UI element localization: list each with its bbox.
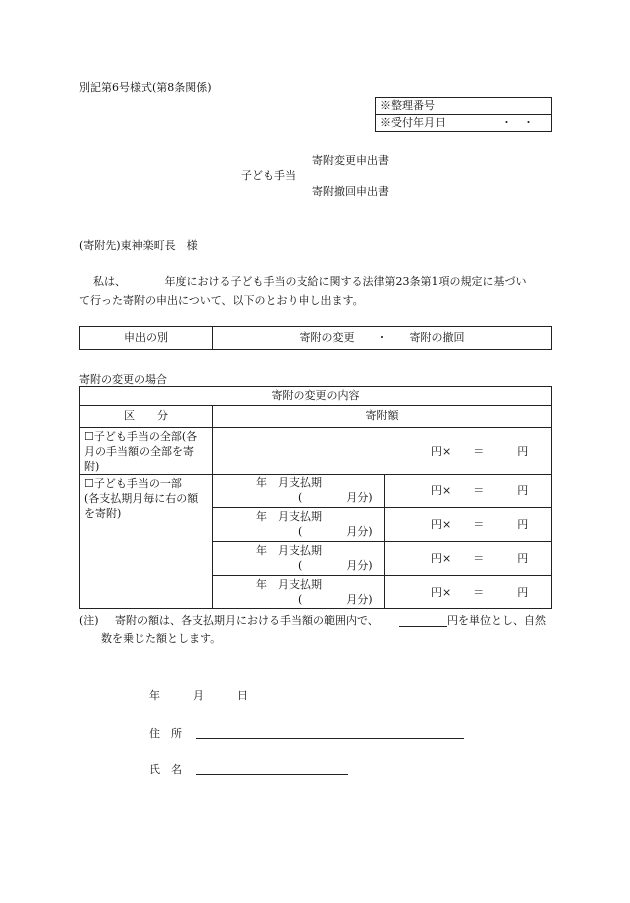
name-line[interactable] [196, 774, 348, 775]
request-type-options: 寄附の変更 ・ 寄附の撤回 [299, 331, 465, 344]
request-type-table [79, 326, 552, 350]
note-blank-underline [399, 626, 447, 627]
form-label: 別記第6号様式(第8条関係) [79, 81, 212, 94]
uketsuke-label: ※受付年月日 [380, 116, 446, 129]
body-line-1: 私は、 年度における子ども手当の支給に関する法律第23条第1項の規定に基づい [93, 275, 527, 288]
title-change: 寄附変更申出書 [312, 154, 389, 167]
signature-date: 年 月 日 [149, 689, 248, 702]
title-withdraw: 寄附撤回申出書 [312, 185, 389, 198]
period-line1: 年 月支払期 [256, 578, 322, 591]
note-line-1: 寄附の額は、各支払期月における手当額の範囲内で、 [115, 614, 379, 627]
row-all-line3: 附) [84, 460, 100, 473]
row-all-amount: 円× ＝ 円 [431, 445, 529, 458]
change-table-header: 寄附の変更の内容 [271, 389, 360, 402]
address-label: 住 所 [149, 727, 182, 740]
period-amount: 円× ＝ 円 [431, 484, 529, 497]
seiri-bango-label: ※整理番号 [380, 99, 435, 112]
period-line2: ( 月分) [298, 559, 373, 572]
body-line-2: て行った寄附の申出について、以下のとおり申し出ます。 [79, 294, 364, 307]
period-line2: ( 月分) [298, 491, 373, 504]
period-line1: 年 月支払期 [256, 510, 322, 523]
hline-3 [80, 474, 551, 475]
row-all-label [84, 429, 197, 474]
period-line1: 年 月支払期 [256, 544, 322, 557]
row-part-label [84, 476, 198, 521]
change-table [79, 386, 552, 609]
period-line1: 年 月支払期 [256, 476, 322, 489]
name-label: 氏 名 [149, 763, 182, 776]
uketsuke-dots: ・ ・ [501, 116, 534, 129]
hline-period-3 [213, 575, 551, 576]
hline-period-2 [213, 541, 551, 542]
hline-2 [80, 427, 551, 428]
title-left: 子ども手当 [241, 169, 296, 182]
row-part-line1: ☐子ども手当の一部 [84, 477, 182, 490]
address-line[interactable] [196, 738, 464, 739]
hline-period-1 [213, 507, 551, 508]
period-line2: ( 月分) [298, 593, 373, 606]
office-use-box [375, 97, 552, 132]
period-amount: 円× ＝ 円 [431, 518, 529, 531]
addressee: (寄附先)東神楽町長 様 [79, 239, 198, 252]
note-unit: 円を単位とし、自然 [447, 614, 546, 627]
office-use-divider [376, 114, 551, 115]
note-prefix: (注) [79, 614, 99, 627]
hline-1 [80, 405, 551, 406]
col-amount: 寄附額 [365, 409, 399, 422]
row-all-line2: 月の手当額の全部を寄 [84, 445, 194, 458]
row-part-line2: (各支払期月毎に右の額 [84, 492, 199, 505]
period-amount: 円× ＝ 円 [431, 552, 529, 565]
note-line-2: 数を乗じた額とします。 [101, 632, 222, 645]
period-line2: ( 月分) [298, 525, 373, 538]
col-kubun: 区 分 [124, 409, 168, 422]
request-type-label: 申出の別 [124, 331, 168, 344]
period-amount: 円× ＝ 円 [431, 586, 529, 599]
row-part-line3: を寄附) [84, 507, 122, 520]
row-all-line1: ☐子ども手当の全部(各 [84, 430, 198, 443]
change-caption: 寄附の変更の場合 [79, 373, 167, 386]
